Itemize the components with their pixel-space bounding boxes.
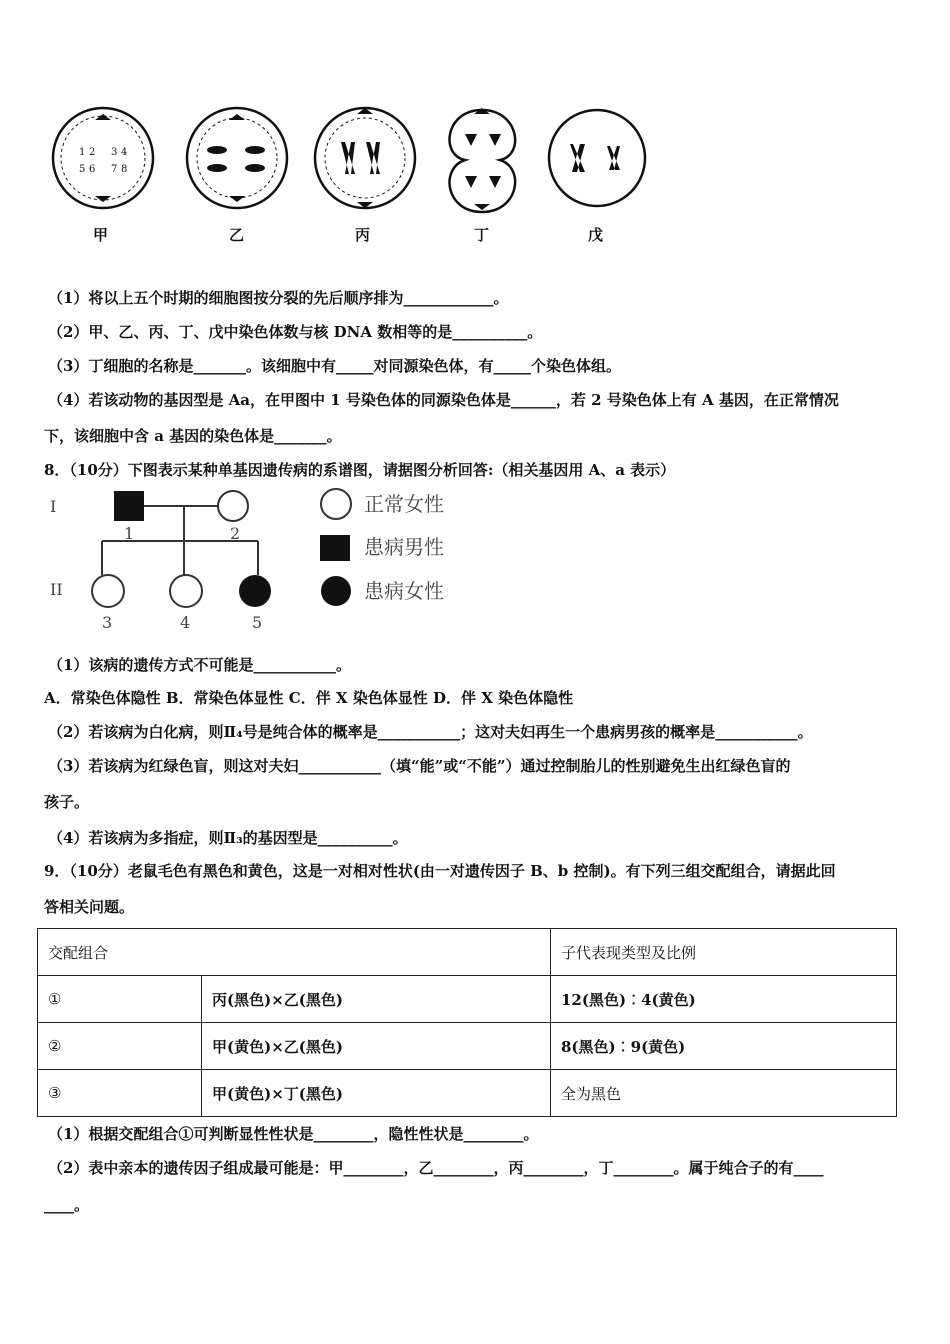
cell-label: 丙 xyxy=(355,226,371,244)
question-line: （3）丁细胞的名称是_______。该细胞中有_____对同源染色体，有_____个染色体组。 xyxy=(48,357,621,375)
table-cell: ② xyxy=(38,1023,202,1070)
question-line: （4）若该病为多指症，则Ⅱ₃的基因型是__________。 xyxy=(48,829,408,847)
question-line: （2）甲、乙、丙、丁、戊中染色体数与核 DNA 数相等的是__________。 xyxy=(48,323,543,341)
question-header: 9．（10分）老鼠毛色有黑色和黄色，这是一对相对性状(由一对遗传因子 B、b 控制)。有下列三组交配组合，请据此回 xyxy=(44,862,836,880)
question-header: 8．（10分）下图表示某种单基因遗传病的系谱图，请据图分析回答:（相关基因用 A、a 表示） xyxy=(44,461,676,479)
svg-text:2: 2 xyxy=(89,147,96,158)
table-cell: ③ xyxy=(38,1070,202,1117)
generation-label: I xyxy=(50,497,57,516)
svg-text:6: 6 xyxy=(89,164,96,175)
table-cell: 丙(黑色)×乙(黑色) xyxy=(202,976,551,1023)
question-line: ____。 xyxy=(44,1196,90,1214)
cell-label: 丁 xyxy=(474,226,490,244)
question-line: （1）将以上五个时期的细胞图按分裂的先后顺序排为____________。 xyxy=(48,289,509,307)
pedigree-chart xyxy=(40,485,470,635)
question-line: 孩子。 xyxy=(44,793,90,811)
options-line: A．常染色体隐性 B．常染色体显性 C．伴 X 染色体显性 D．伴 X 染色体隐性 xyxy=(44,689,574,707)
chromosome-number: 1 xyxy=(79,147,86,158)
question-line: （1）根据交配组合①可判断显性性状是________，隐性性状是________。 xyxy=(48,1125,539,1143)
svg-text:7: 7 xyxy=(111,164,118,175)
table-row xyxy=(38,1070,897,1117)
table-cell: 12(黑色)︰4(黄色) xyxy=(551,976,897,1023)
question-line: 下，该细胞中含 a 基因的染色体是_______。 xyxy=(44,427,342,445)
individual-id: 1 xyxy=(124,524,135,543)
table-header: 交配组合 xyxy=(38,929,551,976)
svg-text:3: 3 xyxy=(111,147,118,158)
svg-text:5: 5 xyxy=(79,164,86,175)
question-line: （2）若该病为白化病，则Ⅱ₄号是纯合体的概率是___________；这对夫妇再生一个患病男孩的概率是___________。 xyxy=(48,723,813,741)
table-row xyxy=(38,976,897,1023)
cell-label: 甲 xyxy=(93,226,109,244)
question-line: （4）若该动物的基因型是 Aa，在甲图中 1 号染色体的同源染色体是______，若 2 号染色体上有 A 基因，在正常情况 xyxy=(48,391,839,409)
legend-label: 患病男性 xyxy=(364,535,444,559)
legend-label: 正常女性 xyxy=(364,492,444,516)
individual-id: 2 xyxy=(230,524,241,543)
table-cell: ① xyxy=(38,976,202,1023)
individual-id: 5 xyxy=(252,613,263,632)
question-line: （2）表中亲本的遗传因子组成最可能是：甲________，乙________，丙________，丁________。属于纯合子的有____ xyxy=(48,1159,824,1177)
legend-label: 患病女性 xyxy=(364,579,444,603)
table-header-row xyxy=(38,929,897,976)
table-cell: 甲(黄色)×乙(黑色) xyxy=(202,1023,551,1070)
question-header: 答相关问题。 xyxy=(44,898,135,916)
table-cell: 全为黑色 xyxy=(551,1070,897,1117)
individual-id: 4 xyxy=(180,613,191,632)
table-cell: 8(黑色)︰9(黄色) xyxy=(551,1023,897,1070)
individual-id: 3 xyxy=(102,613,113,632)
cell-label: 戊 xyxy=(588,226,604,244)
svg-text:4: 4 xyxy=(121,147,128,158)
svg-text:8: 8 xyxy=(121,164,128,175)
mating-table xyxy=(37,928,897,1117)
table-cell: 甲(黄色)×丁(黑色) xyxy=(202,1070,551,1117)
cell-label: 乙 xyxy=(229,226,245,244)
table-row xyxy=(38,1023,897,1070)
question-line: （1）该病的遗传方式不可能是___________。 xyxy=(48,656,351,674)
generation-label: II xyxy=(50,580,63,599)
table-header: 子代表现类型及比例 xyxy=(551,929,897,976)
question-line: （3）若该病为红绿色盲，则这对夫妇___________（填“能”或“不能”）通过控制胎儿的性别避免生出红绿色盲的 xyxy=(48,757,791,775)
